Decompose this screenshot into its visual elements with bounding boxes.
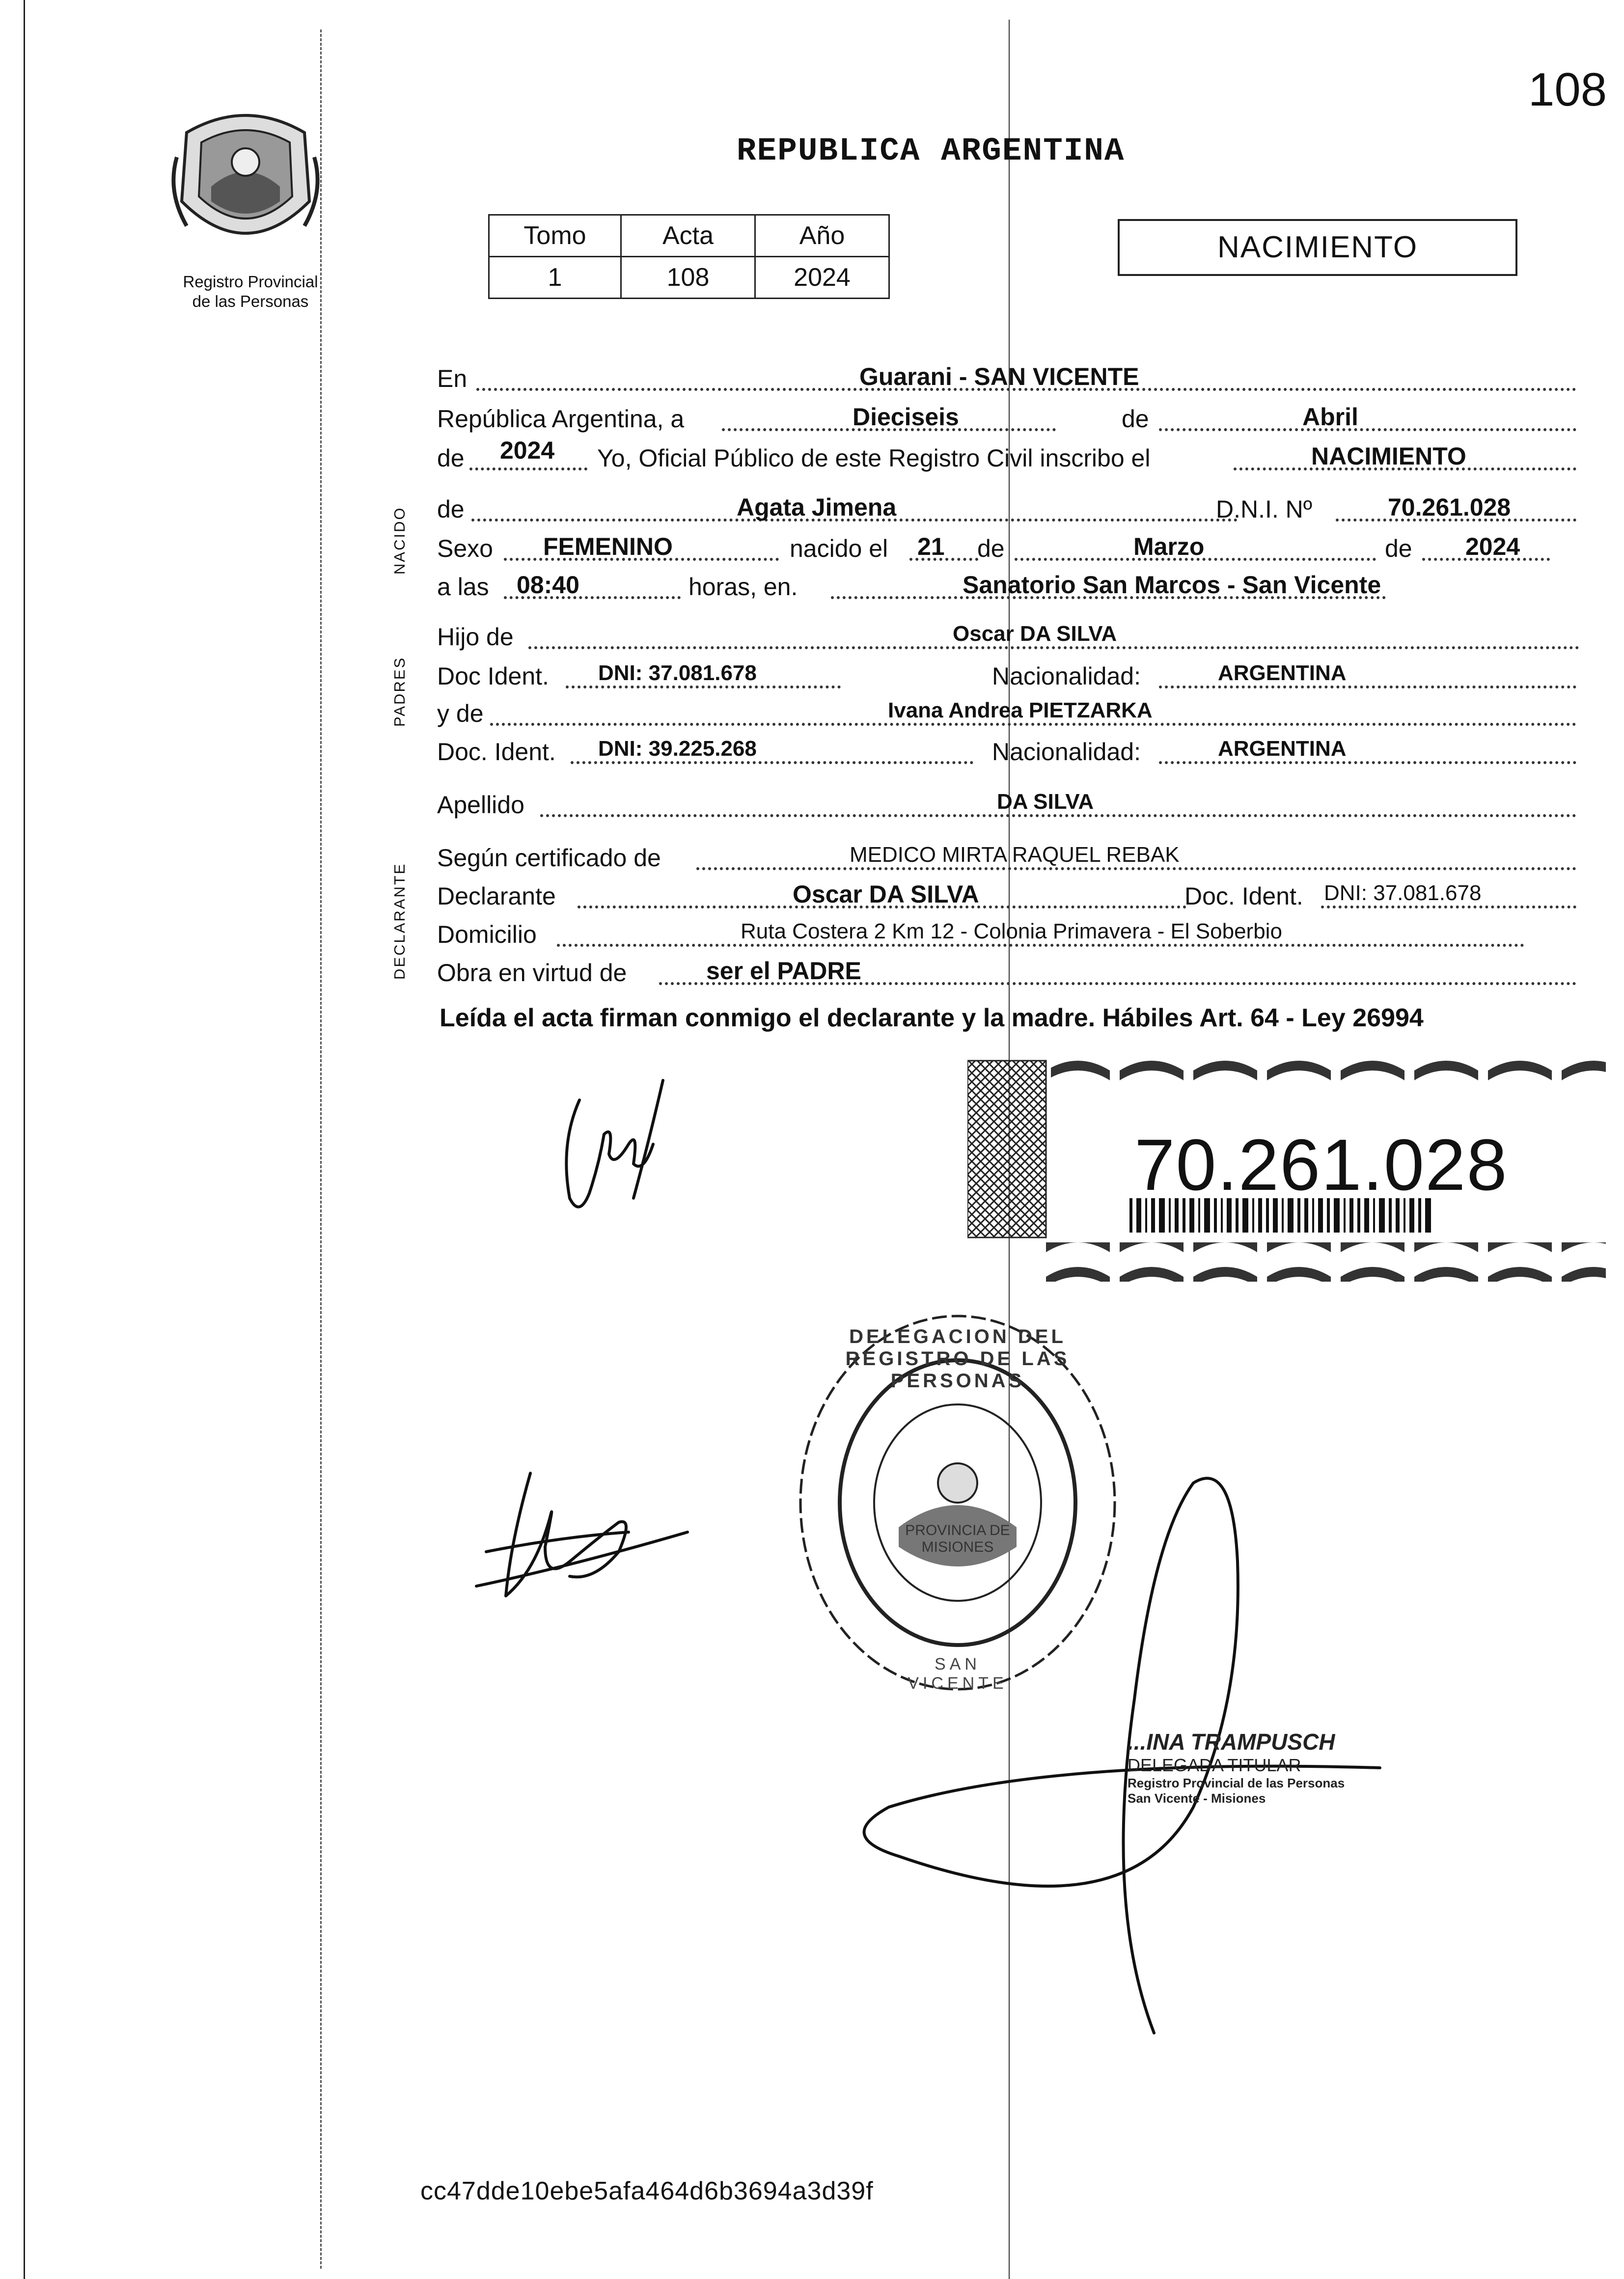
province-crest-icon <box>167 103 324 275</box>
leader <box>1159 428 1576 431</box>
label-republica: República Argentina, a <box>437 405 685 433</box>
official-role: DELEGADA TITULAR <box>1128 1755 1301 1775</box>
label-domicilio: Domicilio <box>437 921 537 948</box>
label-nacido-el: nacido el <box>790 535 888 562</box>
value-record-kind: NACIMIENTO <box>1311 442 1466 470</box>
label-de-month: de <box>977 535 1005 562</box>
declarant-signature <box>550 1071 697 1228</box>
page-number: 108 <box>1528 63 1607 116</box>
label-en: En <box>437 365 468 392</box>
value-declarant-doc: DNI: 37.081.678 <box>1324 881 1482 905</box>
value-father-nationality: ARGENTINA <box>1218 661 1347 685</box>
value-birth-day: 21 <box>917 533 945 560</box>
value-day-words: Dieciseis <box>853 403 959 431</box>
registration-table-header-row <box>489 215 889 257</box>
label-sexo: Sexo <box>437 535 493 562</box>
section-label-declarante: DECLARANTE <box>391 862 408 980</box>
label-oficial: Yo, Oficial Público de este Registro Civil inscribo el <box>597 444 1151 472</box>
official-place: San Vicente - Misiones <box>1128 1791 1266 1806</box>
label-y-de: y de <box>437 700 484 727</box>
label-doc-ident3: Doc. Ident. <box>1184 882 1303 910</box>
value-sex: FEMENINO <box>543 533 673 560</box>
row-declarant <box>437 879 1576 913</box>
row-surname <box>437 788 1576 822</box>
value-child-dni: 70.261.028 <box>1388 494 1511 521</box>
org-label <box>157 272 344 311</box>
label-de-year2: de <box>1385 535 1412 562</box>
leader <box>528 646 1579 649</box>
value-year: 2024 <box>500 437 555 464</box>
left-margin-dashed-line <box>320 29 323 2269</box>
row-address <box>437 917 1576 952</box>
tomo-value: 1 <box>489 257 621 299</box>
row-mother <box>437 696 1576 731</box>
closing-notice: Leída el acta firman conmigo el declarante y la madre. Hábiles Art. 64 - Ley 26994 <box>440 1004 1424 1032</box>
label-hijo-de: Hijo de <box>437 623 514 651</box>
leader <box>557 944 1524 947</box>
label-nacionalidad: Nacionalidad: <box>992 662 1141 690</box>
leader <box>1159 761 1576 764</box>
record-type-box: NACIMIENTO <box>1118 219 1517 276</box>
leader <box>490 723 1576 726</box>
official-stamp <box>1128 1729 1403 1806</box>
sticker-dni-number: 70.261.028 <box>1134 1125 1508 1206</box>
row-registration <box>437 437 1576 475</box>
leader <box>1159 686 1576 688</box>
label-segun-certificado: Según certificado de <box>437 844 661 872</box>
leader <box>571 761 973 764</box>
seal-outer-text: DELEGACION DEL REGISTRO DE LAS PERSONAS <box>845 1326 1070 1392</box>
org-label-line2: de las Personas <box>192 292 309 310</box>
label-nacionalidad2: Nacionalidad: <box>992 738 1141 766</box>
row-certificate <box>437 841 1576 875</box>
label-a-las: a las <box>437 573 489 601</box>
leader <box>566 686 841 688</box>
label-dni: D.N.I. Nº <box>1216 495 1313 523</box>
mother-signature <box>471 1463 697 1611</box>
label-declarante: Declarante <box>437 882 556 910</box>
leader <box>540 814 1576 817</box>
value-mother-nationality: ARGENTINA <box>1218 737 1347 761</box>
value-child-name: Agata Jimena <box>737 494 897 521</box>
document-hash: cc47dde10ebe5afa464d6b3694a3d39f <box>420 2177 874 2205</box>
seal-inner-text: PROVINCIA DE MISIONES <box>905 1522 1010 1555</box>
acta-header: Acta <box>621 215 755 257</box>
registration-table-value-row <box>489 257 889 299</box>
value-by-virtue: ser el PADRE <box>706 957 861 985</box>
label-doc-ident: Doc Ident. <box>437 662 549 690</box>
leader <box>469 467 587 470</box>
seal-bottom-text: SAN VICENTE <box>908 1655 1008 1693</box>
value-mother-doc: DNI: 39.225.268 <box>598 737 757 761</box>
value-birth-year: 2024 <box>1465 533 1520 560</box>
document-title: REPUBLICA ARGENTINA <box>737 133 1125 169</box>
leader <box>1321 906 1576 908</box>
label-de-year: de <box>437 444 465 472</box>
row-date <box>437 402 1576 436</box>
ano-value: 2024 <box>755 257 889 299</box>
section-label-padres: PADRES <box>391 656 408 727</box>
tomo-header: Tomo <box>489 215 621 257</box>
row-place <box>437 361 1576 396</box>
row-sex-birth <box>437 531 1576 566</box>
label-doc-ident2: Doc. Ident. <box>437 738 556 766</box>
row-father-doc <box>437 659 1576 693</box>
acta-value: 108 <box>621 257 755 299</box>
value-declarant-name: Oscar DA SILVA <box>793 880 979 908</box>
label-apellido: Apellido <box>437 791 524 819</box>
row-by-virtue <box>437 956 1576 990</box>
label-de: de <box>1122 405 1149 433</box>
value-place: Guarani - SAN VICENTE <box>859 363 1139 390</box>
value-month: Abril <box>1302 403 1358 431</box>
row-mother-doc <box>437 735 1576 769</box>
value-birth-month: Marzo <box>1133 533 1205 560</box>
section-label-nacido: NACIDO <box>391 506 408 575</box>
left-margin-line <box>24 0 25 2279</box>
row-child-name <box>437 492 1576 526</box>
province-logo <box>167 103 324 275</box>
registration-table <box>488 214 890 299</box>
org-label-line1: Registro Provincial <box>183 273 318 291</box>
value-birth-place: Sanatorio San Marcos - San Vicente <box>963 571 1381 599</box>
value-certificate-by: MEDICO MIRTA RAQUEL REBAK <box>850 843 1180 867</box>
label-horas-en: horas, en. <box>688 573 798 601</box>
label-obra-en-virtud: Obra en virtud de <box>437 959 627 987</box>
ano-header: Año <box>755 215 889 257</box>
value-address: Ruta Costera 2 Km 12 - Colonia Primavera - El Soberbio <box>741 919 1282 943</box>
official-name: ...INA TRAMPUSCH <box>1128 1729 1335 1755</box>
leader <box>696 867 1576 870</box>
value-surname: DA SILVA <box>997 790 1094 814</box>
row-time-place <box>437 570 1576 604</box>
label-de-name: de <box>437 495 465 523</box>
value-birth-time: 08:40 <box>517 571 579 599</box>
official-org: Registro Provincial de las Personas <box>1128 1776 1345 1790</box>
value-father-name: Oscar DA SILVA <box>953 622 1117 646</box>
row-father <box>437 620 1576 654</box>
value-mother-name: Ivana Andrea PIETZARKA <box>888 698 1153 722</box>
value-father-doc: DNI: 37.081.678 <box>598 661 757 685</box>
